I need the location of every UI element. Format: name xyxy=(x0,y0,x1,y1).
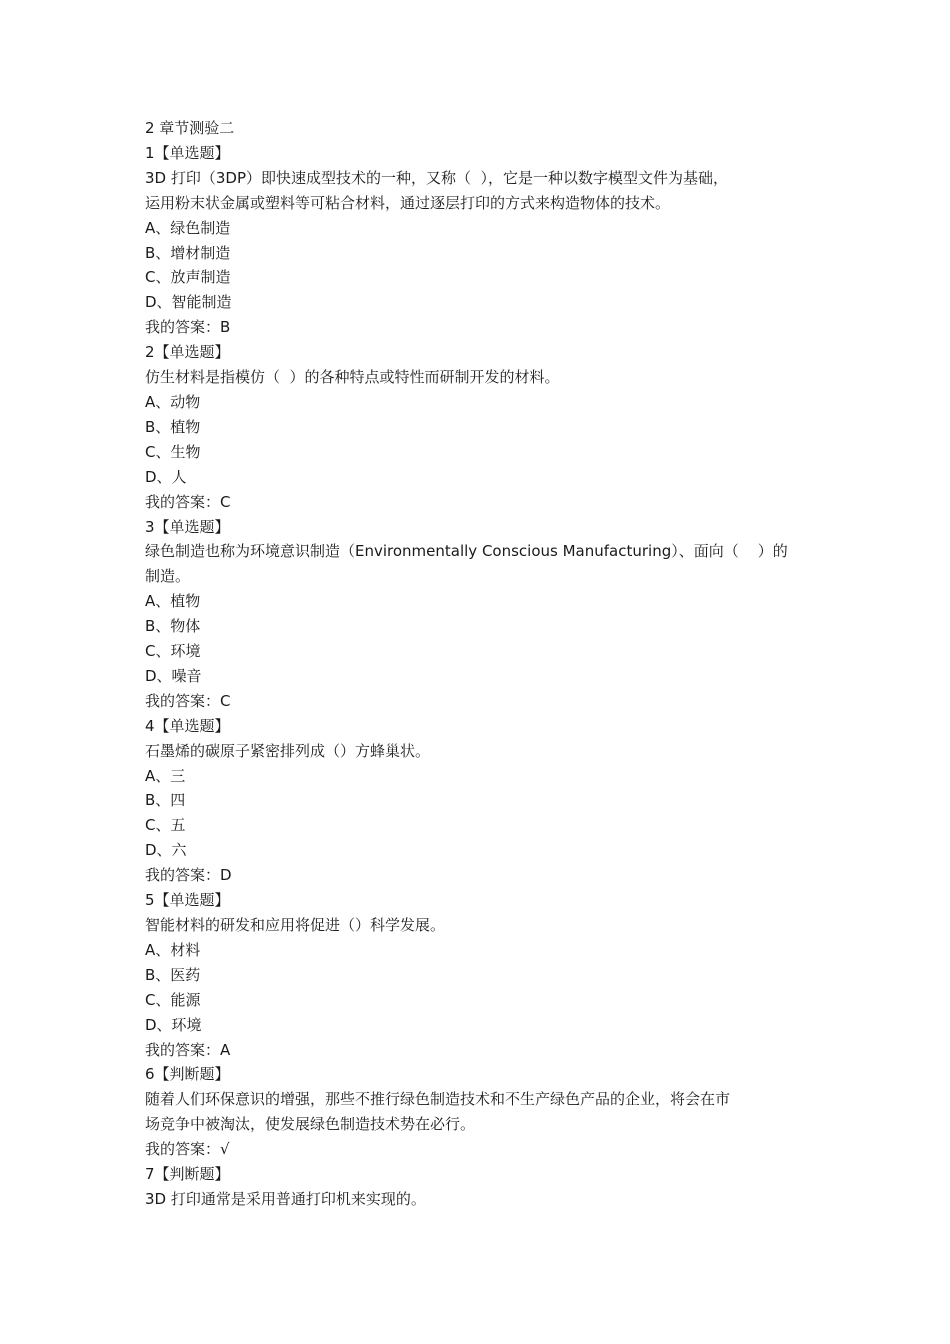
option-d: D、环境 xyxy=(145,1015,202,1034)
my-answer: 我的答案：B xyxy=(145,318,231,337)
question-stem-line: 仿生材料是指模仿（ ）的各种特点或特性而研制开发的材料。 xyxy=(145,368,560,387)
question-header: 4【单选题】 xyxy=(145,716,230,735)
question-header: 7【判断题】 xyxy=(145,1165,230,1184)
my-answer: 我的答案：√ xyxy=(145,1140,230,1159)
option-b: B、医药 xyxy=(145,965,201,984)
question-header: 6【判断题】 xyxy=(145,1065,230,1084)
my-answer: 我的答案：D xyxy=(145,866,232,885)
question-stem-line: 制造。 xyxy=(145,567,191,586)
option-a: A、植物 xyxy=(145,592,201,611)
option-c: C、五 xyxy=(145,816,186,835)
question-stem-line: 3D 打印通常是采用普通打印机来实现的。 xyxy=(145,1189,426,1208)
question-header: 2【单选题】 xyxy=(145,343,230,362)
option-a: A、材料 xyxy=(145,940,201,959)
option-b: B、四 xyxy=(145,791,186,810)
option-a: A、动物 xyxy=(145,392,201,411)
option-d: D、噪音 xyxy=(145,666,202,685)
option-b: B、物体 xyxy=(145,617,201,636)
question-stem-line: 运用粉末状金属或塑料等可粘合材料，通过逐层打印的方式来构造物体的技术。 xyxy=(145,193,671,212)
my-answer: 我的答案：A xyxy=(145,1040,231,1059)
option-a: A、三 xyxy=(145,766,186,785)
option-d: D、智能制造 xyxy=(145,293,232,312)
document-title: 2 章节测验二 xyxy=(145,119,235,137)
option-c: C、生物 xyxy=(145,442,201,461)
question-header: 3【单选题】 xyxy=(145,517,230,536)
question-stem-line: 智能材料的研发和应用将促进（）科学发展。 xyxy=(145,916,446,934)
question-2 xyxy=(145,340,825,514)
question-1 xyxy=(145,141,825,340)
question-4 xyxy=(145,714,825,888)
option-c: C、放声制造 xyxy=(145,268,231,287)
option-c: C、环境 xyxy=(145,642,201,661)
question-header: 5【单选题】 xyxy=(145,891,230,910)
question-stem-line: 3D 打印（3DP）即快速成型技术的一种，又称（ ），它是一种以数字模型文件为基础， xyxy=(145,168,729,187)
question-stem-line: 石墨烯的碳原子紧密排列成（）方蜂巢状。 xyxy=(145,741,431,760)
question-stem-line: 随着人们环保意识的增强，那些不推行绿色制造技术和不生产绿色产品的企业，将会在市 xyxy=(145,1090,731,1109)
question-6 xyxy=(145,1062,825,1162)
option-a: A、绿色制造 xyxy=(145,218,231,237)
option-d: D、人 xyxy=(145,467,187,486)
question-stem-line: 场竞争中被淘汰，使发展绿色制造技术势在必行。 xyxy=(145,1115,476,1134)
question-header: 1【单选题】 xyxy=(145,143,230,162)
question-5 xyxy=(145,888,825,1062)
question-stem-line: 绿色制造也称为环境意识制造（Environmentally Conscious Manufacturing）、面向（ ）的 xyxy=(145,542,788,561)
document-page xyxy=(145,116,825,1212)
question-7 xyxy=(145,1162,825,1212)
option-b: B、植物 xyxy=(145,417,201,436)
option-d: D、六 xyxy=(145,841,187,860)
option-c: C、能源 xyxy=(145,990,201,1009)
option-b: B、增材制造 xyxy=(145,243,231,262)
my-answer: 我的答案：C xyxy=(145,691,231,710)
question-3 xyxy=(145,515,825,714)
my-answer: 我的答案：C xyxy=(145,492,231,511)
